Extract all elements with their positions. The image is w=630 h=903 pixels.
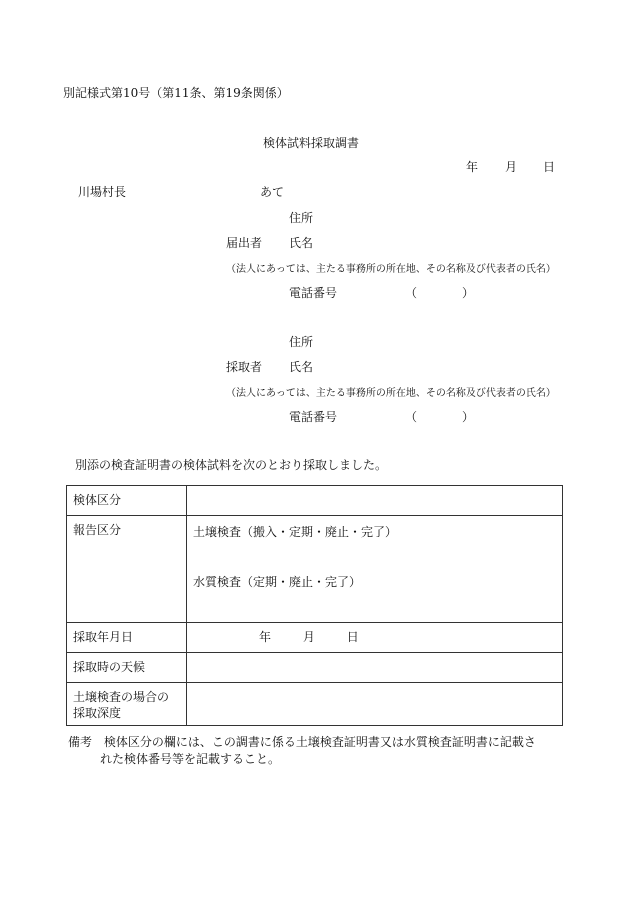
- notifier-phone-paren-open: （: [405, 286, 418, 300]
- notifier-phone-label: 電話番号: [289, 286, 338, 300]
- remarks-line1: [68, 734, 568, 751]
- sampling-date-year: 年: [259, 630, 272, 644]
- sampler-phone-paren-close: ）: [462, 410, 475, 424]
- report-category-label: 報告区分: [67, 516, 187, 623]
- addressee-name: 川場村長: [78, 185, 127, 199]
- date-year-label: 年: [466, 160, 479, 174]
- sampling-table: [66, 485, 563, 726]
- remarks-text-line1: 検体区分の欄には、この調書に係る土壌検査証明書又は水質検査証明書に記載さ: [103, 735, 536, 749]
- sampling-depth-label-line2: 採取深度: [73, 706, 122, 720]
- notifier-role: 届出者: [226, 236, 263, 250]
- sampling-date-month: 月: [302, 630, 315, 644]
- water-inspection-option: 水質検査（定期・廃止・完了）: [193, 575, 362, 589]
- page-title: 検体試料採取調書: [263, 136, 360, 150]
- notifier-corp-note: （法人にあっては、主たる事務所の所在地、その名称及び代表者の氏名）: [226, 264, 556, 275]
- notifier-phone-paren-close: ）: [462, 286, 475, 300]
- sampling-depth-label-line1: 土壌検査の場合の: [73, 690, 170, 704]
- remarks: [68, 734, 568, 768]
- soil-inspection-option: 土壌検査（搬入・定期・廃止・完了）: [193, 525, 398, 539]
- table-row: [67, 683, 563, 726]
- sampling-date-cell[interactable]: [187, 623, 563, 653]
- table-row: [67, 486, 563, 516]
- sampler-phone-label: 電話番号: [289, 410, 338, 424]
- sampling-date-day: 日: [346, 630, 359, 644]
- sampler-name-label: 氏名: [289, 360, 314, 374]
- sampler-role: 採取者: [226, 360, 263, 374]
- notifier-address-label: 住所: [289, 211, 314, 225]
- table-row: [67, 623, 563, 653]
- specimen-category-cell[interactable]: [187, 486, 563, 516]
- sampling-depth-label: [67, 683, 187, 726]
- form-header: 別記様式第10号（第11条、第19条関係）: [63, 86, 289, 100]
- date-month-label: 月: [505, 160, 518, 174]
- sampler-address-label: 住所: [289, 335, 314, 349]
- specimen-category-label: 検体区分: [67, 486, 187, 516]
- sampling-depth-cell[interactable]: [187, 683, 563, 726]
- sampler-phone-paren-open: （: [405, 410, 418, 424]
- addressee-suffix: あて: [260, 185, 285, 199]
- table-row: [67, 653, 563, 683]
- sampler-corp-note: （法人にあっては、主たる事務所の所在地、その名称及び代表者の氏名）: [226, 388, 556, 399]
- sampling-date-label: 採取年月日: [67, 623, 187, 653]
- remarks-text-line2: れた検体番号等を記載すること。: [100, 752, 281, 766]
- statement: 別添の検査証明書の検体試料を次のとおり採取しました。: [75, 458, 388, 472]
- weather-cell[interactable]: [187, 653, 563, 683]
- date-day-label: 日: [543, 160, 556, 174]
- weather-label: 採取時の天候: [67, 653, 187, 683]
- table-row: [67, 516, 563, 623]
- report-category-cell[interactable]: [187, 516, 563, 623]
- remarks-label: 備考: [68, 735, 93, 749]
- notifier-name-label: 氏名: [289, 236, 314, 250]
